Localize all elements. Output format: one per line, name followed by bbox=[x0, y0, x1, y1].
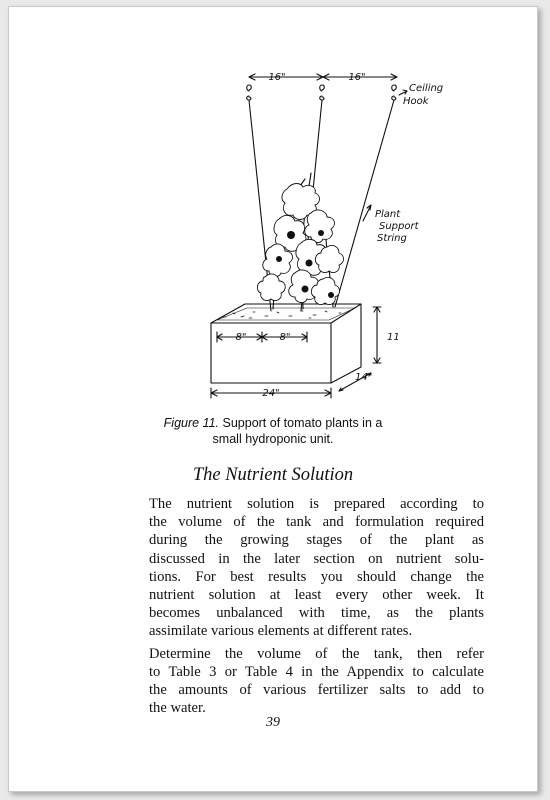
text-line: during the growing stages of the plant as bbox=[149, 532, 484, 549]
text-line: nutrient solution at least every other week. It bbox=[149, 587, 484, 604]
text-line: the amounts of various fertilizer salts to add to bbox=[149, 682, 484, 699]
text-line: the water. bbox=[149, 700, 206, 717]
text-line: becomes unbalanced with time, as the plants bbox=[149, 605, 484, 622]
paragraph-1 bbox=[125, 495, 484, 641]
label-ceiling-hook-2: Hook bbox=[403, 96, 429, 107]
figure-caption bbox=[9, 415, 537, 447]
label-plant-spacing-2: 8" bbox=[279, 332, 291, 343]
label-ceiling-hook: Ceiling bbox=[409, 83, 444, 94]
text-line: tions. For best results you should change the bbox=[149, 568, 484, 585]
text-line: discussed in the later section on nutrient solu- bbox=[149, 550, 484, 567]
text-line: The nutrient solution is prepared according to bbox=[149, 496, 484, 512]
tomato-support-drawing bbox=[9, 7, 537, 407]
label-height: 11 bbox=[387, 332, 400, 343]
text-line: assimilate various elements at different rates. bbox=[149, 623, 413, 640]
ceiling-hook-right-icon bbox=[392, 85, 397, 100]
ceiling-hook-middle-icon bbox=[320, 85, 325, 100]
body-text bbox=[125, 495, 484, 721]
book-page bbox=[8, 6, 538, 792]
page-number: 39 bbox=[266, 715, 280, 730]
label-plant-support-3: String bbox=[377, 233, 407, 244]
ceiling-hook-left-icon bbox=[247, 85, 252, 100]
label-plant-support-2: Support bbox=[379, 221, 419, 232]
label-plant-spacing-1: 8" bbox=[235, 332, 247, 343]
caption-line-2: small hydroponic unit. bbox=[212, 432, 334, 446]
tomato-foliage bbox=[257, 184, 343, 305]
label-plant-support: Plant bbox=[375, 209, 401, 220]
paragraph-2 bbox=[125, 645, 484, 718]
label-length: 24" bbox=[262, 388, 280, 399]
label-spacing-right: 16" bbox=[348, 72, 366, 83]
section-title: The Nutrient Solution bbox=[192, 465, 354, 485]
text-line: Determine the volume of the tank, then refer bbox=[149, 645, 484, 662]
text-line: the volume of the tank and formulation required bbox=[149, 514, 484, 531]
support-string-right bbox=[335, 100, 394, 307]
label-spacing-left: 16" bbox=[268, 72, 286, 83]
label-depth: 14" bbox=[355, 372, 373, 383]
caption-line-1: Support of tomato plants in a bbox=[219, 416, 383, 430]
text-line: to Table 3 or Table 4 in the Appendix to calculate bbox=[149, 663, 484, 680]
figure-11-illustration bbox=[9, 7, 537, 407]
figure-label: Figure 11. bbox=[163, 416, 220, 430]
